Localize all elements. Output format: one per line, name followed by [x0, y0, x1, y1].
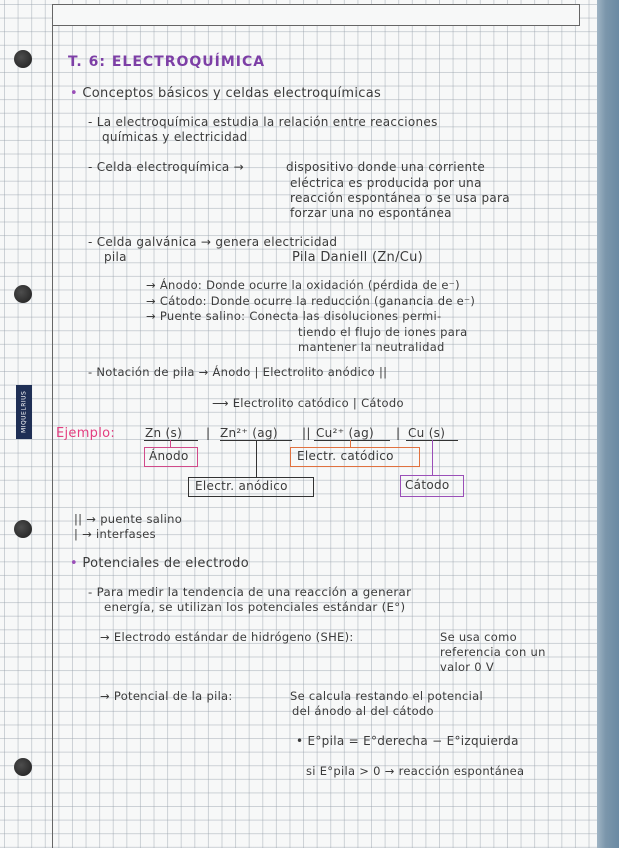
label-anodo: Ánodo [149, 449, 189, 463]
interface-separator: | [206, 426, 211, 440]
label-box-electrolito-anodico [188, 477, 314, 497]
section-heading: • Potenciales de electrodo [70, 556, 249, 571]
binder-hole [14, 758, 32, 776]
definition-line: Se usa como [440, 630, 517, 644]
page-title: T. 6: ELECTROQUÍMICA [68, 54, 266, 70]
definition-line: del ánodo al del cátodo [292, 704, 434, 718]
definition-term: → Potencial de la pila: [100, 689, 233, 703]
condition-line: si E°pila > 0 → reacción espontánea [306, 764, 525, 778]
header-box [52, 4, 580, 26]
definition-line: reacción espontánea o se usa para [290, 191, 510, 205]
definition-term: - Celda galvánica → genera electricidad [88, 235, 338, 249]
binder-hole [14, 285, 32, 303]
species-cu-solid: Cu (s) [408, 426, 446, 440]
margin-line [52, 24, 53, 848]
species-cu-aq: Cu²⁺ (ag) [316, 426, 374, 440]
legend-line: || → puente salino [74, 512, 183, 526]
label-electrolito-anodico: Electr. anódico [195, 479, 288, 493]
definition-term: - Celda electroquímica → [88, 160, 245, 174]
underline [314, 440, 390, 441]
definition-line: energía, se utilizan los potenciales estándar (E°) [104, 600, 406, 614]
section-heading-text: Conceptos básicos y celdas electroquímicas [82, 86, 382, 101]
definition-line: - La electroquímica estudia la relación entre reacciones [88, 115, 438, 129]
salt-bridge-separator: || [302, 426, 311, 440]
definition-line: mantener la neutralidad [298, 340, 445, 354]
label-box-electrolito-catodico [290, 447, 420, 467]
definition-line: Se calcula restando el potencial [290, 689, 483, 703]
anodo-label: → Ánodo: [146, 278, 203, 292]
brand-logo: MIQUELRIUS [16, 385, 32, 439]
formula: • E°pila = E°derecha − E°izquierda [296, 734, 519, 748]
definition-term: → Electrodo estándar de hidrógeno (SHE): [100, 630, 354, 644]
definition-line: referencia con un [440, 645, 546, 659]
connector-line [256, 440, 257, 478]
definition-line: valor 0 V [440, 660, 495, 674]
label-box-anodo [144, 447, 198, 467]
label-box-catodo [400, 475, 464, 497]
electrode-definition [146, 294, 475, 308]
underline [144, 440, 198, 441]
binder-hole [14, 50, 32, 68]
species-zn-solid: Zn (s) [145, 426, 183, 440]
section-heading-text: Potenciales de electrodo [82, 556, 249, 571]
notation-line: - Notación de pila → Ánodo | Electrolito anódico || [88, 365, 388, 379]
definition-line: químicas y electricidad [102, 130, 248, 144]
anodo-text: Donde ocurre la oxidación (pérdida de e⁻) [206, 278, 460, 292]
section-heading: • Conceptos básicos y celdas electroquímicas [70, 86, 382, 101]
binder-edge [597, 0, 619, 848]
catodo-label: → Cátodo: [146, 294, 207, 308]
definition-term: pila [104, 250, 127, 264]
definition-line: tiendo el flujo de iones para [298, 325, 468, 339]
electrode-definition [146, 278, 460, 292]
electrode-definition [146, 309, 441, 323]
species-zn-aq: Zn²⁺ (ag) [220, 426, 278, 440]
legend-line: | → interfases [74, 527, 156, 541]
interface-separator: | [396, 426, 401, 440]
notation-line: ⟶ Electrolito catódico | Cátodo [212, 396, 404, 410]
definition-line: Pila Daniell (Zn/Cu) [292, 250, 424, 265]
puente-label: → Puente salino: [146, 309, 246, 323]
example-label: Ejemplo: [56, 426, 116, 441]
label-electrolito-catodico: Electr. catódico [297, 449, 394, 463]
definition-line: dispositivo donde una corriente [286, 160, 486, 174]
catodo-text: Donde ocurre la reducción (ganancia de e⁻) [210, 294, 476, 308]
binder-hole [14, 520, 32, 538]
label-catodo: Cátodo [405, 478, 450, 492]
definition-line: eléctrica es producida por una [290, 176, 482, 190]
definition-line: - Para medir la tendencia de una reacción a generar [88, 585, 412, 599]
connector-line [432, 440, 433, 476]
definition-line: forzar una no espontánea [290, 206, 452, 220]
puente-text: Conecta las disoluciones permi- [249, 309, 442, 323]
